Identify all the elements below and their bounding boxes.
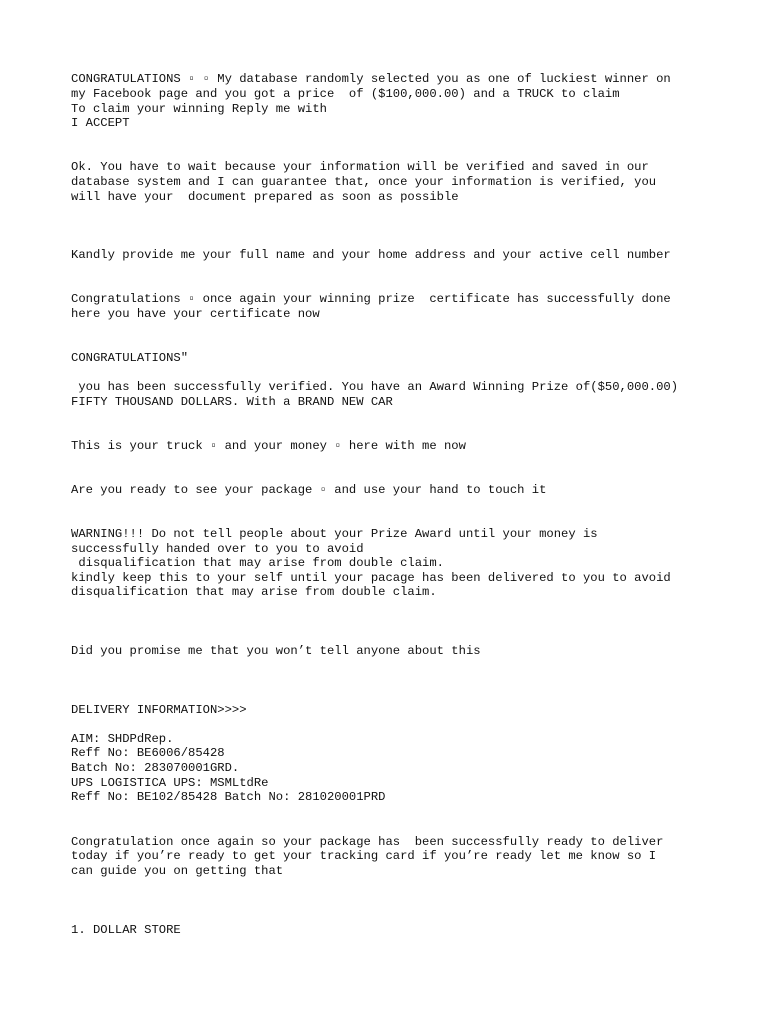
list-item: 1. DOLLAR STORE: [71, 923, 181, 937]
text-line: kindly keep this to your self until your pacage has been delivered to you to avoid: [71, 571, 671, 585]
text-line: my Facebook page and you got a price of ($100,000.00) and a TRUCK to claim: [71, 87, 620, 101]
text-line: Are you ready to see your package ▫ and use your hand to touch it: [71, 483, 547, 497]
text-line: CONGRATULATIONS": [71, 351, 189, 365]
text-line: Reff No: BE6006/85428: [71, 746, 225, 760]
text-line: Ok. You have to wait because your information will be verified and saved in our: [71, 160, 649, 174]
text-line: database system and I can guarantee that, once your information is verified, you: [71, 175, 657, 189]
text-line: Batch No: 283070001GRD.: [71, 761, 240, 775]
text-line: today if you’re ready to get your tracking card if you’re ready let me know so I: [71, 849, 657, 863]
text-line: This is your truck ▫ and your money ▫ here with me now: [71, 439, 466, 453]
text-line: CONGRATULATIONS ▫ ▫ My database randomly selected you as one of luckiest winner on: [71, 72, 671, 86]
text-line: you has been successfully verified. You have an Award Winning Prize of($50,000.00): [71, 380, 679, 394]
text-line: Congratulations ▫ once again your winning prize certificate has successfully done: [71, 292, 671, 306]
text-line: UPS LOGISTICA UPS: MSMLtdRe: [71, 776, 269, 790]
text-line: can guide you on getting that: [71, 864, 284, 878]
text-line: FIFTY THOUSAND DOLLARS. With a BRAND NEW CAR: [71, 395, 393, 409]
text-line: Kandly provide me your full name and your home address and your active cell number: [71, 248, 671, 262]
text-line: here you have your certificate now: [71, 307, 320, 321]
text-line: will have your document prepared as soon as possible: [71, 190, 459, 204]
text-line: AIM: SHDPdRep.: [71, 732, 174, 746]
text-line: Reff No: BE102/85428 Batch No: 281020001PRD: [71, 790, 386, 804]
text-line: I ACCEPT: [71, 116, 130, 130]
text-line: successfully handed over to you to avoid: [71, 542, 364, 556]
section-heading: DELIVERY INFORMATION>>>>: [71, 703, 247, 717]
text-line: disqualification that may arise from double claim.: [71, 556, 444, 570]
text-line: Did you promise me that you won’t tell anyone about this: [71, 644, 481, 658]
text-line: disqualification that may arise from double claim.: [71, 585, 437, 599]
text-line: Congratulation once again so your package has been successfully ready to deliver: [71, 835, 664, 849]
text-line: WARNING!!! Do not tell people about your Prize Award until your money is: [71, 527, 598, 541]
text-line: To claim your winning Reply me with: [71, 102, 327, 116]
